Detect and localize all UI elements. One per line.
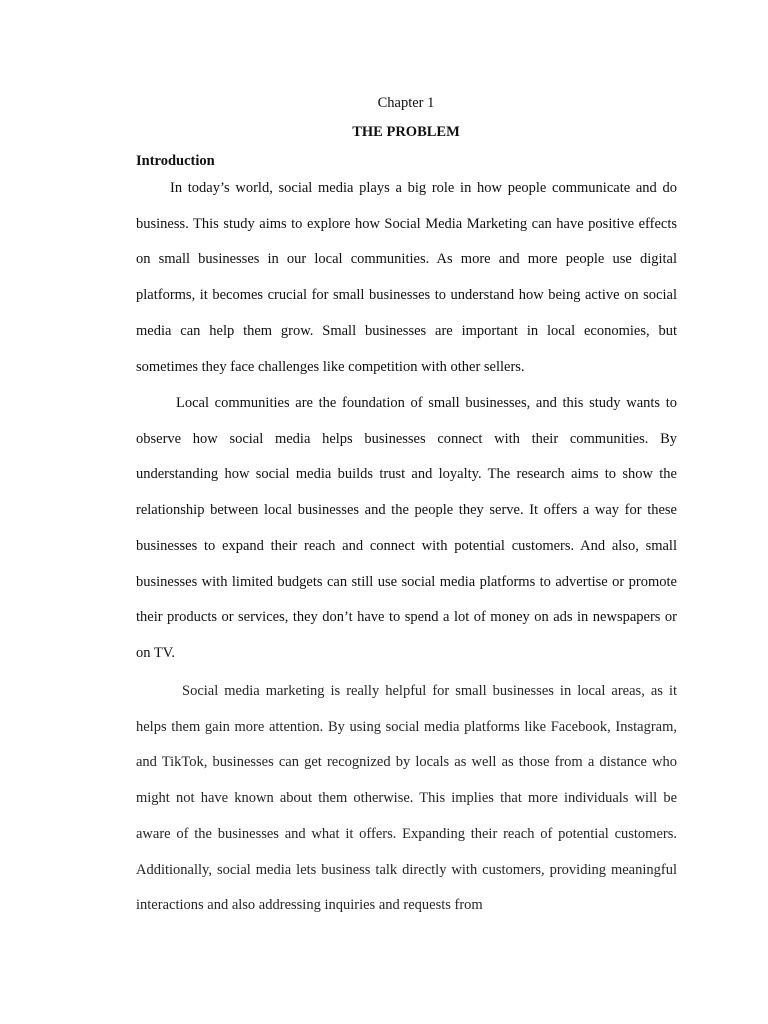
chapter-label: Chapter 1 — [377, 95, 435, 111]
section-heading: Introduction — [136, 153, 215, 169]
paragraph-3: Social media marketing is really helpful for small businesses in local areas, as it helps them gain more attention. By using social media platforms like Facebook, Instagram, and TikTok, businesses can get recognized by locals as well as those from a distance who might not have known about them otherwise. This implies that more individuals will be aware of the businesses and what it offers. Expanding their reach of potential customers. Additionally, social media lets business talk directly with customers, providing meaningful interactions and also addressing inquiries and requests from — [136, 683, 677, 914]
paragraph-1: In today’s world, social media plays a big role in how people communicate and do business. This study aims to explore how Social Media Marketing can have positive effects on small businesses in our local communities. As more and more people use digital platforms, it becomes crucial for small businesses to understand how being active on social media can help them grow. Small businesses are important in local economies, but sometimes they face challenges like competition with other sellers. — [136, 180, 677, 375]
paragraph-2: Local communities are the foundation of small businesses, and this study wants to observe how social media helps businesses connect with their communities. By understanding how social media builds trust and loyalty. The research aims to show the relationship between local businesses and the people they serve. It offers a way for these businesses to expand their reach and connect with potential customers. And also, small businesses with limited budgets can still use social media platforms to advertise or promote their products or services, they don’t have to spend a lot of money on ads in newspapers or on TV. — [136, 395, 677, 661]
chapter-title: THE PROBLEM — [352, 124, 460, 140]
